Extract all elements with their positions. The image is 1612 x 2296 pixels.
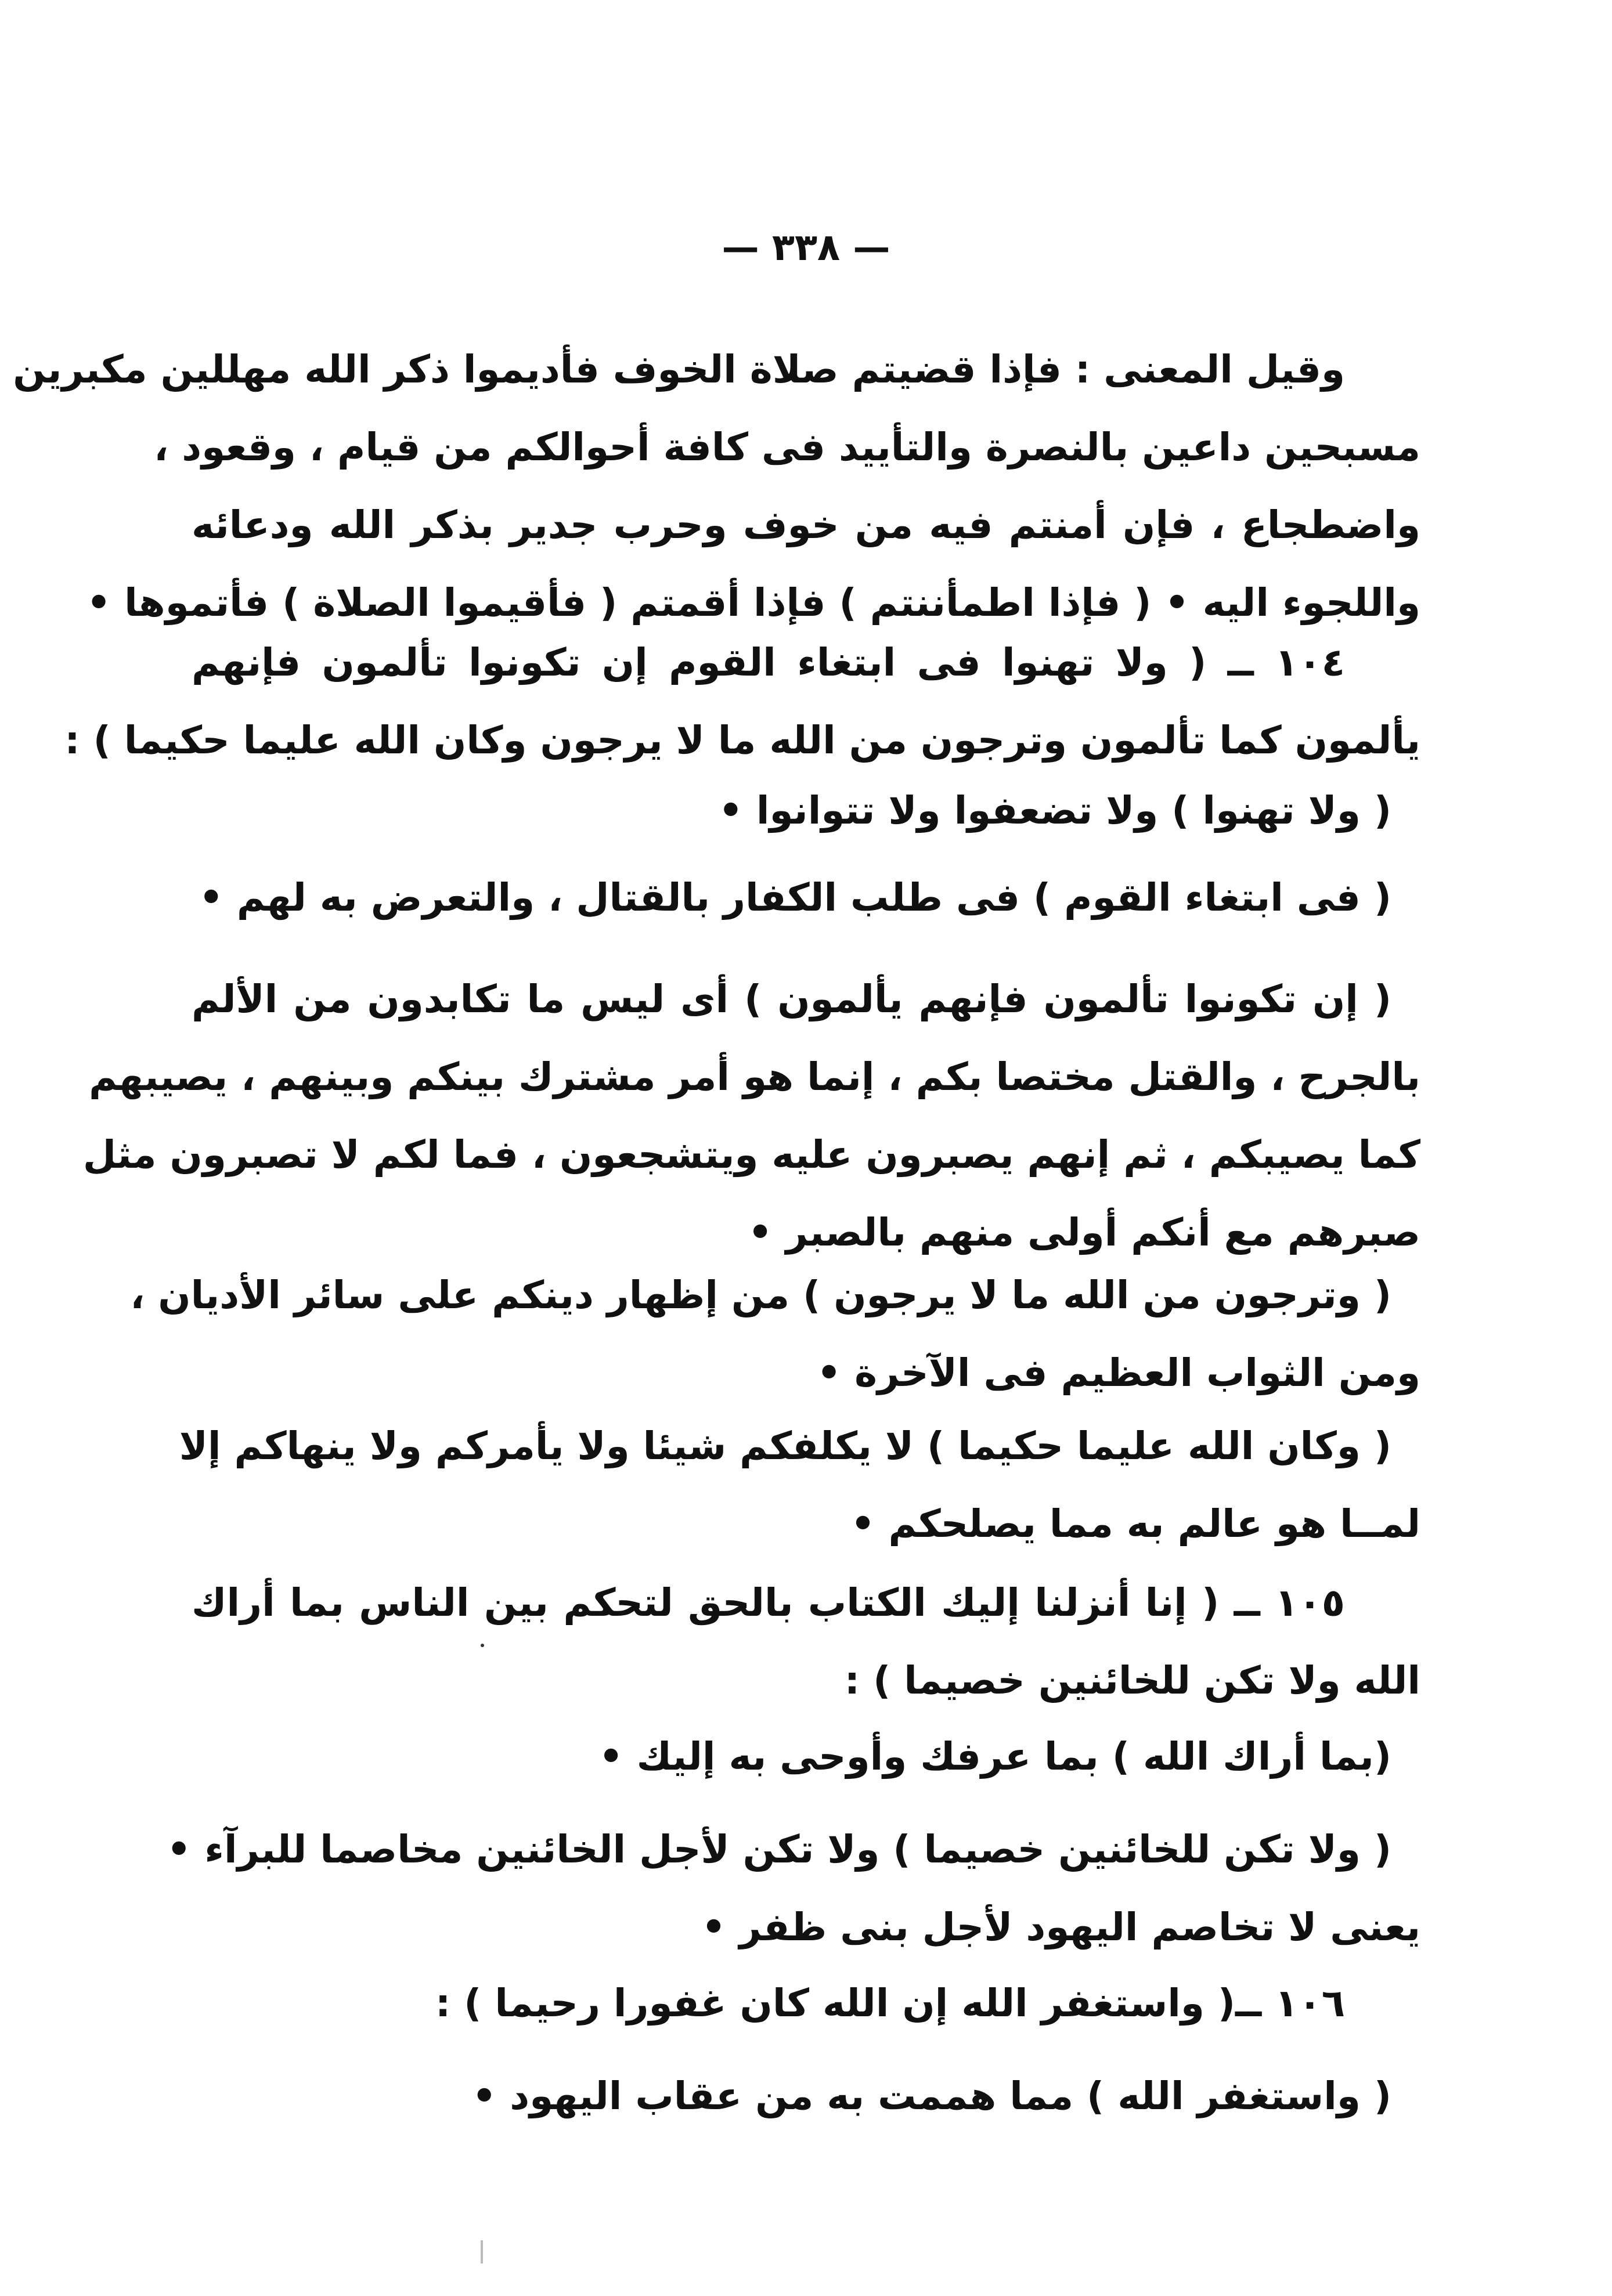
- text-line: ( إن تكونوا تألمون فإنهم يألمون ) أى ليس ما تكابدون من الألم: [192, 977, 1391, 1021]
- text-line: ( فى ابتغاء القوم ) فى طلب الكفار بالقتال ، والتعرض به لهم •: [199, 875, 1391, 920]
- scan-mark: [481, 2240, 483, 2263]
- text-line: ١٠٥ ــ ( إنا أنزلنا إليك الكتاب بالحق لتحكم بين الناس بما أراك: [192, 1580, 1345, 1625]
- verse-104: [64, 624, 1420, 779]
- verse-105: [192, 1564, 1420, 1720]
- text-line: مسبحين داعين بالنصرة والتأييد فى كافة أحوالكم من قيام ، وقعود ،: [154, 425, 1420, 470]
- text-line: (بما أراك الله ) بما عرفك وأوحى به إليك •: [598, 1734, 1391, 1779]
- text-line: الله ولا تكن للخائنين خصيما ) :: [844, 1658, 1420, 1703]
- paragraph-6: [130, 1257, 1420, 1412]
- text-line: ( ولا تهنوا ) ولا تضعفوا ولا تتوانوا •: [718, 788, 1391, 833]
- paragraph-10: [167, 1811, 1420, 1966]
- paragraph-12: [192, 2057, 1420, 2135]
- text-line: ومن الثواب العظيم فى الآخرة •: [816, 1351, 1420, 1395]
- text-line: ( واستغفر الله ) مما هممت به من عقاب اليهود •: [472, 2074, 1391, 2118]
- text-line: ١٠٦ ــ( واستغفر الله إن الله كان غفورا رحيما ) :: [435, 1981, 1345, 2026]
- text-line: ( وترجون من الله ما لا يرجون ) من إظهار دينكم على سائر الأديان ،: [130, 1273, 1391, 1317]
- paragraph-4: [192, 859, 1420, 937]
- page-number: — ٣٣٨ —: [722, 226, 890, 269]
- text-line: ( وكان الله عليما حكيما ) لا يكلفكم شيئا ولا يأمركم ولا ينهاكم إلا: [179, 1424, 1391, 1468]
- text-line: يألمون كما تألمون وترجون من الله ما لا يرجون وكان الله عليما حكيما ) :: [64, 718, 1420, 763]
- text-line: واللجوء اليه • ( فإذا اطمأننتم ) فإذا أقمتم ( فأقيموا الصلاة ) فأتموها •: [86, 580, 1420, 625]
- text-line: يعنى لا تخاصم اليهود لأجل بنى ظفر •: [701, 1905, 1420, 1950]
- scan-speck: [481, 1644, 484, 1647]
- text-line: ( ولا تكن للخائنين خصيما ) ولا تكن لأجل الخائنين مخاصما للبرآء •: [167, 1827, 1391, 1872]
- paragraph-9: [192, 1718, 1420, 1796]
- text-line: كما يصيبكم ، ثم إنهم يصبرون عليه ويتشجعون ، فما لكم لا تصبرون مثل: [82, 1132, 1420, 1177]
- paragraph-5: [82, 961, 1420, 1272]
- text-line: ١٠٤ ــ ( ولا تهنوا فى ابتغاء القوم إن تكونوا تألمون فإنهم: [192, 640, 1345, 685]
- paragraph-1: [13, 331, 1420, 642]
- text-line: واضطجاع ، فإن أمنتم فيه من خوف وحرب جدير بذكر الله ودعائه: [192, 503, 1420, 547]
- text-line: وقيل المعنى : فإذا قضيتم صلاة الخوف فأديموا ذكر الله مهللين مكبرين: [13, 347, 1345, 392]
- text-line: بالجرح ، والقتل مختصا بكم ، إنما هو أمر مشترك بينكم وبينهم ، يصيبهم: [89, 1055, 1420, 1099]
- paragraph-3: [192, 772, 1420, 850]
- text-line: لمــا هو عالم به مما يصلحكم •: [850, 1501, 1420, 1546]
- verse-106: [192, 1965, 1420, 2042]
- text-line: صبرهم مع أنكم أولى منهم بالصبر •: [748, 1210, 1420, 1255]
- paragraph-7: [179, 1407, 1420, 1563]
